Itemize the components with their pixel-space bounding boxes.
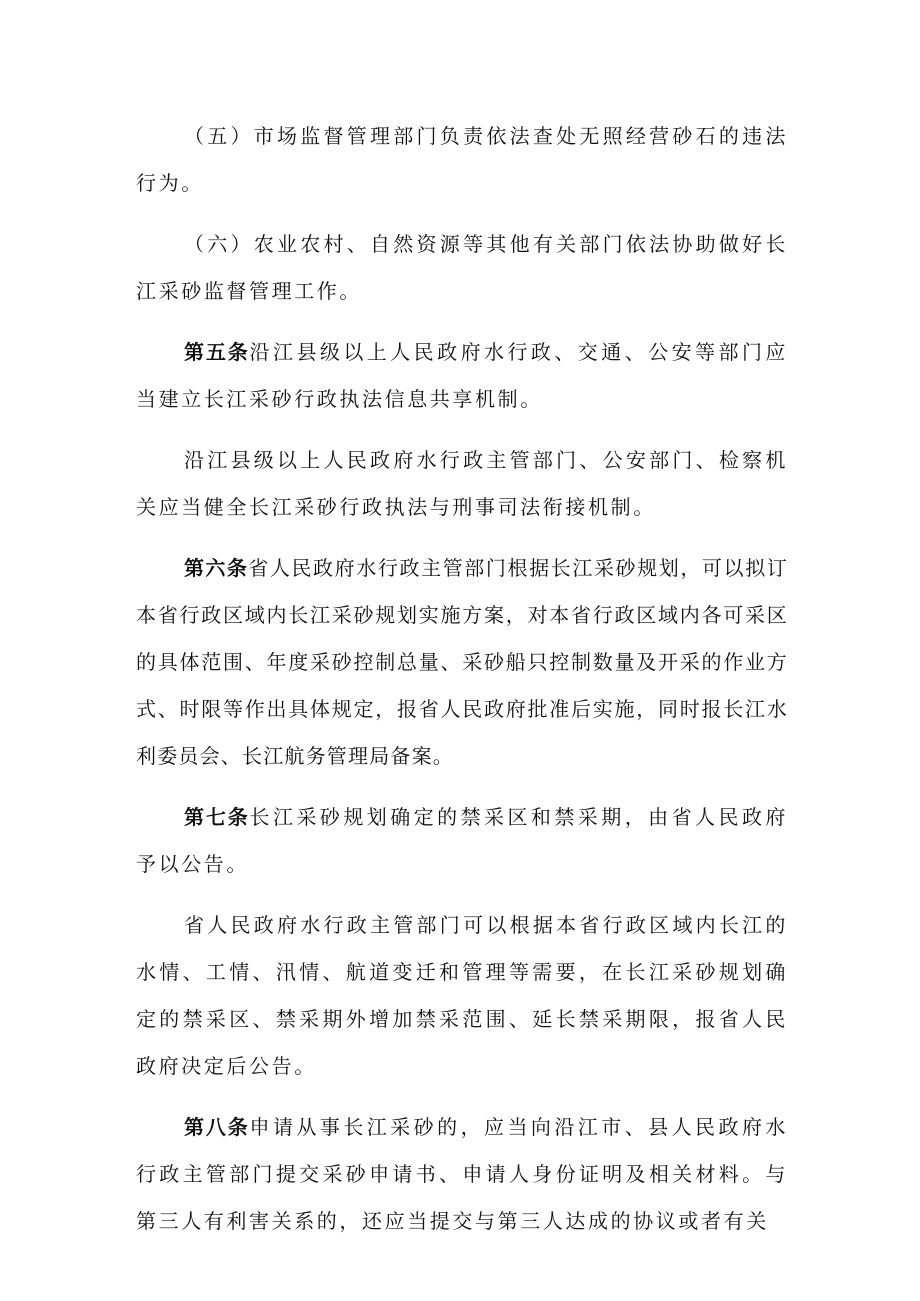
- paragraph-text: 申请从事长江采砂的，应当向沿江市、县人民政府水行政主管部门提交采砂申请书、申请人身份证明及相关材料。与第三人有利害关系的，还应当提交与第三人达成的协议或者有关: [136, 1115, 788, 1233]
- paragraph-text: 省人民政府水行政主管部门可以根据本省行政区域内长江的水情、工情、汛情、航道变迁和管理等需要，在长江采砂规划确定的禁采区、禁采期外增加禁采范围、延长禁采期限，报省人民政府决定后公告。: [136, 913, 788, 1078]
- article-5-paragraph: [136, 329, 788, 423]
- paragraph-text: 沿江县级以上人民政府水行政、交通、公安等部门应当建立长江采砂行政执法信息共享机制。: [136, 340, 788, 411]
- article-7-paragraph: [136, 794, 788, 888]
- article-5-paragraph-2: [136, 437, 788, 531]
- paragraph-text: （六）农业农村、自然资源等其他有关部门依法协助做好长江采砂监督管理工作。: [136, 232, 788, 303]
- paragraph-text: 长江采砂规划确定的禁采区和禁采期，由省人民政府予以公告。: [136, 805, 788, 876]
- article-6-paragraph: [136, 545, 788, 780]
- article-7-paragraph-2: [136, 902, 788, 1090]
- article-number: 第八条: [184, 1115, 250, 1139]
- paragraph-item-5: [136, 113, 788, 207]
- paragraph-text: 省人民政府水行政主管部门根据长江采砂规划，可以拟订本省行政区域内长江采砂规划实施方案，对本省行政区域内各可采区的具体范围、年度采砂控制总量、采砂船只控制数量及开采的作业方式、时限等作出具体规定，报省人民政府批准后实施，同时报长江水利委员会、长江航务管理局备案。: [136, 556, 789, 768]
- paragraph-text: 沿江县级以上人民政府水行政主管部门、公安部门、检察机关应当健全长江采砂行政执法与刑事司法衔接机制。: [136, 448, 788, 519]
- article-number: 第六条: [184, 556, 249, 580]
- paragraph-text: （五）市场监督管理部门负责依法查处无照经营砂石的违法行为。: [136, 124, 788, 195]
- article-number: 第七条: [184, 805, 250, 829]
- article-number: 第五条: [184, 340, 250, 364]
- document-body: [136, 113, 788, 1245]
- article-8-paragraph: [136, 1104, 788, 1245]
- paragraph-item-6: [136, 221, 788, 315]
